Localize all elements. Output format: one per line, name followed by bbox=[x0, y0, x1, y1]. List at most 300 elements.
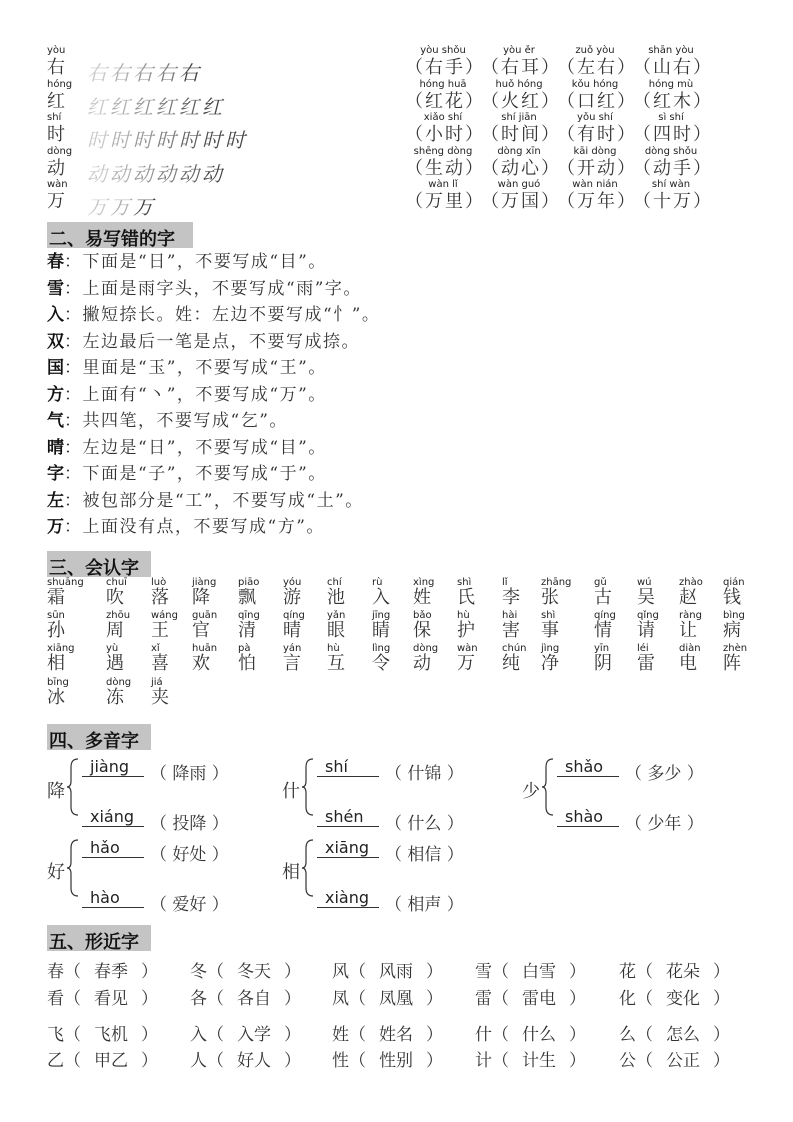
char-glyph: 护 bbox=[457, 620, 475, 641]
polyphone-group bbox=[282, 838, 512, 915]
recognize-char bbox=[541, 578, 587, 611]
close-paren: ） bbox=[141, 1051, 158, 1071]
rule-character: 方 bbox=[47, 384, 64, 405]
word-item bbox=[633, 45, 713, 79]
open-paren: （ bbox=[492, 962, 509, 982]
char-glyph: 落 bbox=[151, 587, 169, 608]
word-item bbox=[481, 179, 561, 213]
char-pinyin: zhèn bbox=[723, 643, 748, 654]
word-row bbox=[405, 147, 735, 180]
similar-word: 风雨 bbox=[379, 962, 413, 982]
char-glyph: 李 bbox=[502, 587, 520, 608]
word-text: （右手） bbox=[405, 57, 485, 78]
brace-icon bbox=[302, 757, 314, 813]
char-glyph: 喜 bbox=[151, 653, 169, 674]
close-paren: ） bbox=[284, 1051, 301, 1071]
char-glyph: 事 bbox=[541, 620, 559, 641]
char-glyph: 欢 bbox=[192, 653, 210, 674]
close-paren: ） bbox=[426, 962, 443, 982]
word-pinyin: wàn lǐ bbox=[428, 179, 458, 190]
similar-word: 飞机 bbox=[94, 1025, 128, 1045]
char-pinyin: lìng bbox=[372, 643, 391, 654]
polyphone-char: 好 bbox=[47, 862, 65, 883]
polyphone-reading bbox=[317, 888, 467, 915]
recognize-char bbox=[327, 611, 373, 644]
polyphone-reading bbox=[317, 757, 467, 784]
word-pinyin: wàn nián bbox=[572, 179, 618, 190]
similar-char-item bbox=[619, 984, 730, 1009]
similar-char: 凤 bbox=[332, 989, 349, 1009]
word-text: （红木） bbox=[633, 91, 713, 112]
char-pinyin: yù bbox=[106, 643, 119, 654]
char-pinyin: rù bbox=[372, 577, 383, 588]
char-glyph: 纯 bbox=[502, 653, 520, 674]
rule-text: ：共四笔，不要写成“乞”。 bbox=[64, 411, 288, 431]
stroke-step: 动 bbox=[202, 162, 223, 186]
polyphone-reading bbox=[317, 838, 467, 865]
pinyin-label: wàn bbox=[47, 179, 68, 190]
char-pinyin: dòng bbox=[413, 643, 439, 654]
close-paren: ） bbox=[284, 1025, 301, 1045]
recognize-char bbox=[151, 644, 197, 677]
char-pinyin: hài bbox=[502, 610, 518, 621]
char-glyph: 情 bbox=[594, 620, 612, 641]
word-pinyin: dòng xīn bbox=[497, 146, 541, 157]
rule-character: 晴 bbox=[47, 437, 64, 458]
char-glyph: 赵 bbox=[679, 587, 697, 608]
char-pinyin: yǎn bbox=[327, 610, 346, 621]
stroke-step: 右 bbox=[87, 61, 108, 85]
rule-character: 雪 bbox=[47, 278, 64, 299]
word-item bbox=[481, 112, 561, 146]
recognize-char bbox=[151, 678, 197, 711]
char-glyph: 飘 bbox=[238, 587, 256, 608]
close-paren: ） bbox=[569, 1025, 586, 1045]
recognize-char bbox=[723, 644, 769, 677]
open-paren: （ bbox=[207, 989, 224, 1009]
brace-icon bbox=[67, 757, 79, 813]
word-pinyin: hóng huā bbox=[419, 79, 467, 90]
word-text: （有时） bbox=[557, 124, 637, 145]
reading-pinyin: hào bbox=[82, 889, 144, 908]
polyphone-char: 什 bbox=[282, 781, 300, 802]
similar-char: 计 bbox=[475, 1051, 492, 1071]
open-paren: （ bbox=[64, 962, 81, 982]
char-pinyin: qīng bbox=[238, 610, 260, 621]
similar-word: 雷电 bbox=[522, 989, 556, 1009]
close-paren: ） bbox=[569, 1051, 586, 1071]
similar-char-item bbox=[619, 1020, 730, 1045]
similar-char: 姓 bbox=[332, 1025, 349, 1045]
similar-char: 雷 bbox=[475, 989, 492, 1009]
spelling-rule bbox=[47, 384, 327, 405]
char-pinyin: qǐng bbox=[637, 610, 659, 621]
recognize-char bbox=[283, 644, 329, 677]
word-pinyin: shān yòu bbox=[648, 45, 694, 56]
char-glyph: 张 bbox=[541, 587, 559, 608]
open-paren: （ bbox=[492, 989, 509, 1009]
open-paren: （ bbox=[492, 1025, 509, 1045]
similar-char-row bbox=[47, 1046, 747, 1071]
char-pinyin: wáng bbox=[151, 610, 178, 621]
word-item bbox=[481, 79, 561, 113]
section-title: 三、会认字 bbox=[47, 551, 151, 577]
reading-example: （ 降雨 ） bbox=[150, 764, 229, 784]
char-pinyin: jīng bbox=[372, 610, 391, 621]
spelling-rule bbox=[47, 490, 364, 511]
char-glyph: 降 bbox=[192, 587, 210, 608]
similar-word: 白雪 bbox=[522, 962, 556, 982]
char-glyph: 互 bbox=[327, 653, 345, 674]
reading-pinyin: xiáng bbox=[82, 808, 144, 827]
word-text: （口红） bbox=[557, 91, 637, 112]
char-glyph: 孙 bbox=[47, 620, 65, 641]
stroke-step: 右 bbox=[179, 61, 200, 85]
similar-char-item bbox=[190, 1020, 301, 1045]
char-pinyin: pà bbox=[238, 643, 251, 654]
recognize-char bbox=[372, 578, 418, 611]
char-pinyin: qíng bbox=[283, 610, 305, 621]
word-text: （小时） bbox=[405, 124, 485, 145]
rule-character: 国 bbox=[47, 358, 64, 378]
word-text: （动心） bbox=[481, 158, 561, 179]
reading-example: （ 爱好 ） bbox=[150, 895, 229, 915]
char-pinyin: shì bbox=[457, 577, 472, 588]
recognize-char bbox=[637, 578, 683, 611]
char-glyph: 净 bbox=[541, 653, 559, 674]
word-text: （时间） bbox=[481, 124, 561, 145]
similar-word: 各自 bbox=[237, 989, 271, 1009]
char-pinyin: chún bbox=[502, 643, 527, 654]
recognize-char bbox=[457, 611, 503, 644]
recognize-char bbox=[283, 578, 329, 611]
stroke-step: 右 bbox=[110, 61, 131, 85]
recognize-char bbox=[47, 678, 93, 711]
rule-text: ：下面是“子”，不要写成“于”。 bbox=[64, 464, 327, 484]
recognize-char bbox=[679, 611, 725, 644]
stroke-step: 时 bbox=[225, 128, 246, 152]
polyphone-group bbox=[282, 757, 512, 834]
char-pinyin: xìng bbox=[413, 577, 435, 588]
spelling-rule bbox=[47, 360, 327, 377]
char-pinyin: yīn bbox=[594, 643, 610, 654]
char-pinyin: lǐ bbox=[502, 577, 508, 588]
close-paren: ） bbox=[141, 1025, 158, 1045]
stroke-step: 动 bbox=[110, 162, 131, 186]
similar-char: 人 bbox=[190, 1051, 207, 1071]
word-item bbox=[633, 79, 713, 113]
close-paren: ） bbox=[284, 962, 301, 982]
word-text: （万国） bbox=[481, 191, 561, 212]
rule-text: ：上面是雨字头，不要写成“雨”字。 bbox=[64, 278, 362, 299]
char-glyph: 怕 bbox=[238, 653, 256, 674]
similar-char: 乙 bbox=[47, 1051, 64, 1071]
word-row bbox=[405, 46, 735, 79]
char-glyph: 氏 bbox=[457, 587, 475, 608]
reading-example: （ 少年 ） bbox=[625, 814, 704, 834]
recognize-char bbox=[541, 611, 587, 644]
char-pinyin: dòng bbox=[106, 677, 132, 688]
word-text: （左右） bbox=[557, 57, 637, 78]
recognize-char bbox=[47, 578, 93, 611]
similar-word: 姓名 bbox=[379, 1025, 413, 1045]
brace-icon bbox=[302, 838, 314, 894]
word-pinyin: sì shí bbox=[658, 112, 684, 123]
recognize-char bbox=[151, 578, 197, 611]
rule-character: 入 bbox=[47, 305, 64, 325]
recognize-char bbox=[457, 578, 503, 611]
recognize-char bbox=[106, 578, 152, 611]
char-glyph: 游 bbox=[283, 587, 301, 608]
char-glyph: 晴 bbox=[283, 620, 301, 641]
rule-character: 气 bbox=[47, 411, 64, 431]
close-paren: ） bbox=[141, 989, 158, 1009]
open-paren: （ bbox=[64, 989, 81, 1009]
reading-pinyin: shí bbox=[317, 758, 379, 777]
recognize-char bbox=[594, 644, 640, 677]
similar-char: 各 bbox=[190, 989, 207, 1009]
stroke-practice-row bbox=[47, 179, 407, 219]
polyphone-reading bbox=[82, 888, 232, 915]
polyphone-group bbox=[47, 838, 277, 915]
stroke-step: 红 bbox=[110, 95, 131, 119]
word-text: （红花） bbox=[405, 91, 485, 112]
recognize-char bbox=[679, 644, 725, 677]
recognize-char bbox=[457, 644, 503, 677]
recognize-char bbox=[238, 611, 284, 644]
word-item bbox=[481, 45, 561, 79]
char-pinyin: sūn bbox=[47, 610, 65, 621]
word-pinyin: wàn guó bbox=[497, 179, 541, 190]
reading-example: （ 多少 ） bbox=[625, 764, 704, 784]
polyphone-reading bbox=[82, 838, 232, 865]
stroke-step: 右 bbox=[156, 61, 177, 85]
stroke-step: 时 bbox=[133, 128, 154, 152]
stroke-step: 动 bbox=[87, 162, 108, 186]
polyphone-char: 降 bbox=[47, 781, 65, 802]
word-pinyin: xiǎo shí bbox=[423, 112, 463, 123]
char-pinyin: chuī bbox=[106, 577, 127, 588]
similar-char-item bbox=[190, 1046, 301, 1071]
word-row bbox=[405, 80, 735, 113]
open-paren: （ bbox=[349, 962, 366, 982]
char-pinyin: zhōu bbox=[106, 610, 131, 621]
character: 红 bbox=[47, 91, 65, 112]
word-pinyin: hóng mù bbox=[648, 79, 694, 90]
char-glyph: 令 bbox=[372, 653, 390, 674]
recognize-char bbox=[151, 611, 197, 644]
char-glyph: 钱 bbox=[723, 587, 741, 608]
stroke-step: 动 bbox=[156, 162, 177, 186]
similar-char: 看 bbox=[47, 989, 64, 1009]
close-paren: ） bbox=[569, 989, 586, 1009]
character: 动 bbox=[47, 158, 65, 179]
spelling-rule bbox=[47, 519, 325, 536]
close-paren: ） bbox=[426, 1051, 443, 1071]
char-glyph: 动 bbox=[413, 653, 431, 674]
char-pinyin: gǔ bbox=[594, 577, 607, 588]
close-paren: ） bbox=[426, 1025, 443, 1045]
rule-character: 左 bbox=[47, 490, 64, 511]
recognize-char bbox=[413, 578, 459, 611]
char-glyph: 让 bbox=[679, 620, 697, 641]
recognize-char bbox=[372, 644, 418, 677]
char-glyph: 姓 bbox=[413, 587, 431, 608]
character: 右 bbox=[47, 57, 65, 78]
similar-char: 飞 bbox=[47, 1025, 64, 1045]
close-paren: ） bbox=[284, 989, 301, 1009]
char-pinyin: shuāng bbox=[47, 577, 84, 588]
similar-char-item bbox=[475, 1020, 586, 1045]
word-pinyin: yòu ěr bbox=[503, 45, 535, 56]
similar-char-item bbox=[332, 1046, 443, 1071]
reading-example: （ 相声 ） bbox=[385, 895, 464, 915]
spelling-rule bbox=[47, 437, 327, 458]
similar-char-item bbox=[47, 1020, 158, 1045]
similar-char-item bbox=[619, 957, 730, 982]
similar-word: 入学 bbox=[237, 1025, 271, 1045]
reading-pinyin: xiāng bbox=[317, 839, 379, 858]
brace-icon bbox=[67, 838, 79, 894]
char-pinyin: xiāng bbox=[47, 643, 75, 654]
recognize-char bbox=[238, 644, 284, 677]
pinyin-label: hóng bbox=[47, 79, 73, 90]
word-pinyin: shí jiān bbox=[501, 112, 537, 123]
section-title: 二、易写错的字 bbox=[47, 222, 193, 248]
word-item bbox=[633, 112, 713, 146]
open-paren: （ bbox=[349, 1025, 366, 1045]
char-glyph: 周 bbox=[106, 620, 124, 641]
word-text: （十万） bbox=[633, 191, 713, 212]
rule-character: 万 bbox=[47, 517, 64, 537]
close-paren: ） bbox=[713, 962, 730, 982]
similar-word: 公正 bbox=[666, 1051, 700, 1071]
rule-text: ：被包部分是“工”，不要写成“土”。 bbox=[64, 490, 364, 511]
stroke-step: 时 bbox=[110, 128, 131, 152]
similar-char-item bbox=[619, 1046, 730, 1071]
char-glyph: 遇 bbox=[106, 653, 124, 674]
spelling-rule bbox=[47, 413, 288, 430]
similar-char: 风 bbox=[332, 962, 349, 982]
char-glyph: 吴 bbox=[637, 587, 655, 608]
reading-pinyin: xiàng bbox=[317, 889, 379, 908]
stroke-step: 时 bbox=[179, 128, 200, 152]
char-pinyin: guān bbox=[192, 610, 218, 621]
similar-char-item bbox=[475, 984, 586, 1009]
word-item bbox=[557, 112, 637, 146]
word-pinyin: kǒu hóng bbox=[571, 79, 619, 90]
character: 时 bbox=[47, 124, 65, 145]
recognize-char bbox=[238, 578, 284, 611]
char-pinyin: yán bbox=[283, 643, 302, 654]
word-item bbox=[481, 146, 561, 180]
rule-text: ：里面是“玉”，不要写成“王”。 bbox=[64, 358, 327, 378]
reading-pinyin: shén bbox=[317, 808, 379, 827]
word-text: （火红） bbox=[481, 91, 561, 112]
char-glyph: 清 bbox=[238, 620, 256, 641]
word-item bbox=[405, 79, 485, 113]
similar-char-item bbox=[332, 984, 443, 1009]
char-glyph: 病 bbox=[723, 620, 741, 641]
word-text: （四时） bbox=[633, 124, 713, 145]
recognize-char bbox=[106, 644, 152, 677]
word-text: （万年） bbox=[557, 191, 637, 212]
open-paren: （ bbox=[207, 962, 224, 982]
similar-char: 什 bbox=[475, 1025, 492, 1045]
char-pinyin: ràng bbox=[679, 610, 702, 621]
similar-char-item bbox=[332, 957, 443, 982]
spelling-rule bbox=[47, 254, 327, 271]
polyphone-reading bbox=[557, 757, 707, 784]
word-pinyin: zuǒ yòu bbox=[575, 45, 615, 56]
open-paren: （ bbox=[64, 1051, 81, 1071]
section-title: 五、形近字 bbox=[47, 925, 151, 951]
recognize-char bbox=[541, 644, 587, 677]
stroke-step: 右 bbox=[133, 61, 154, 85]
pinyin-label: dòng bbox=[47, 146, 73, 157]
char-glyph: 吹 bbox=[106, 587, 124, 608]
word-item bbox=[557, 146, 637, 180]
similar-char: 雪 bbox=[475, 962, 492, 982]
reading-pinyin: jiàng bbox=[82, 758, 144, 777]
polyphone-reading bbox=[317, 807, 467, 834]
similar-char-row bbox=[47, 984, 747, 1009]
rule-text: ：左边最后一笔是点，不要写成捺。 bbox=[64, 331, 360, 352]
char-glyph: 霜 bbox=[47, 587, 65, 608]
stroke-sequence bbox=[87, 191, 156, 220]
polyphone-group bbox=[522, 757, 752, 834]
word-text: （生动） bbox=[405, 158, 485, 179]
similar-word: 性别 bbox=[379, 1051, 413, 1071]
open-paren: （ bbox=[492, 1051, 509, 1071]
char-glyph: 保 bbox=[413, 620, 431, 641]
stroke-step: 万 bbox=[133, 195, 154, 219]
similar-word: 甲乙 bbox=[94, 1051, 128, 1071]
char-pinyin: zhào bbox=[679, 577, 703, 588]
char-pinyin: wàn bbox=[457, 643, 478, 654]
rule-text: ：下面是“日”，不要写成“目”。 bbox=[64, 252, 327, 272]
recognize-char bbox=[192, 578, 238, 611]
char-pinyin: luò bbox=[151, 577, 167, 588]
reading-pinyin: shǎo bbox=[557, 758, 619, 777]
pinyin-label: yòu bbox=[47, 45, 66, 56]
word-pinyin: shēng dòng bbox=[413, 146, 473, 157]
similar-char-item bbox=[47, 1046, 158, 1071]
open-paren: （ bbox=[636, 989, 653, 1009]
close-paren: ） bbox=[569, 962, 586, 982]
recognize-char bbox=[594, 578, 640, 611]
stroke-step: 万 bbox=[87, 195, 108, 219]
polyphone-group bbox=[47, 757, 277, 834]
word-pinyin: yǒu shí bbox=[577, 112, 613, 123]
similar-word: 变化 bbox=[666, 989, 700, 1009]
recognize-char bbox=[679, 578, 725, 611]
char-pinyin: zhāng bbox=[541, 577, 572, 588]
char-pinyin: jìng bbox=[541, 643, 560, 654]
char-pinyin: bǎo bbox=[413, 610, 432, 621]
recognize-char bbox=[106, 678, 152, 711]
polyphone-reading bbox=[557, 807, 707, 834]
word-pinyin: huǒ hóng bbox=[495, 79, 543, 90]
open-paren: （ bbox=[207, 1025, 224, 1045]
similar-char-row bbox=[47, 1020, 747, 1045]
reading-example: （ 什么 ） bbox=[385, 814, 464, 834]
rule-character: 双 bbox=[47, 331, 64, 352]
similar-char-item bbox=[47, 984, 158, 1009]
char-glyph: 官 bbox=[192, 620, 210, 641]
recognize-char bbox=[327, 644, 373, 677]
char-pinyin: xǐ bbox=[151, 643, 160, 654]
